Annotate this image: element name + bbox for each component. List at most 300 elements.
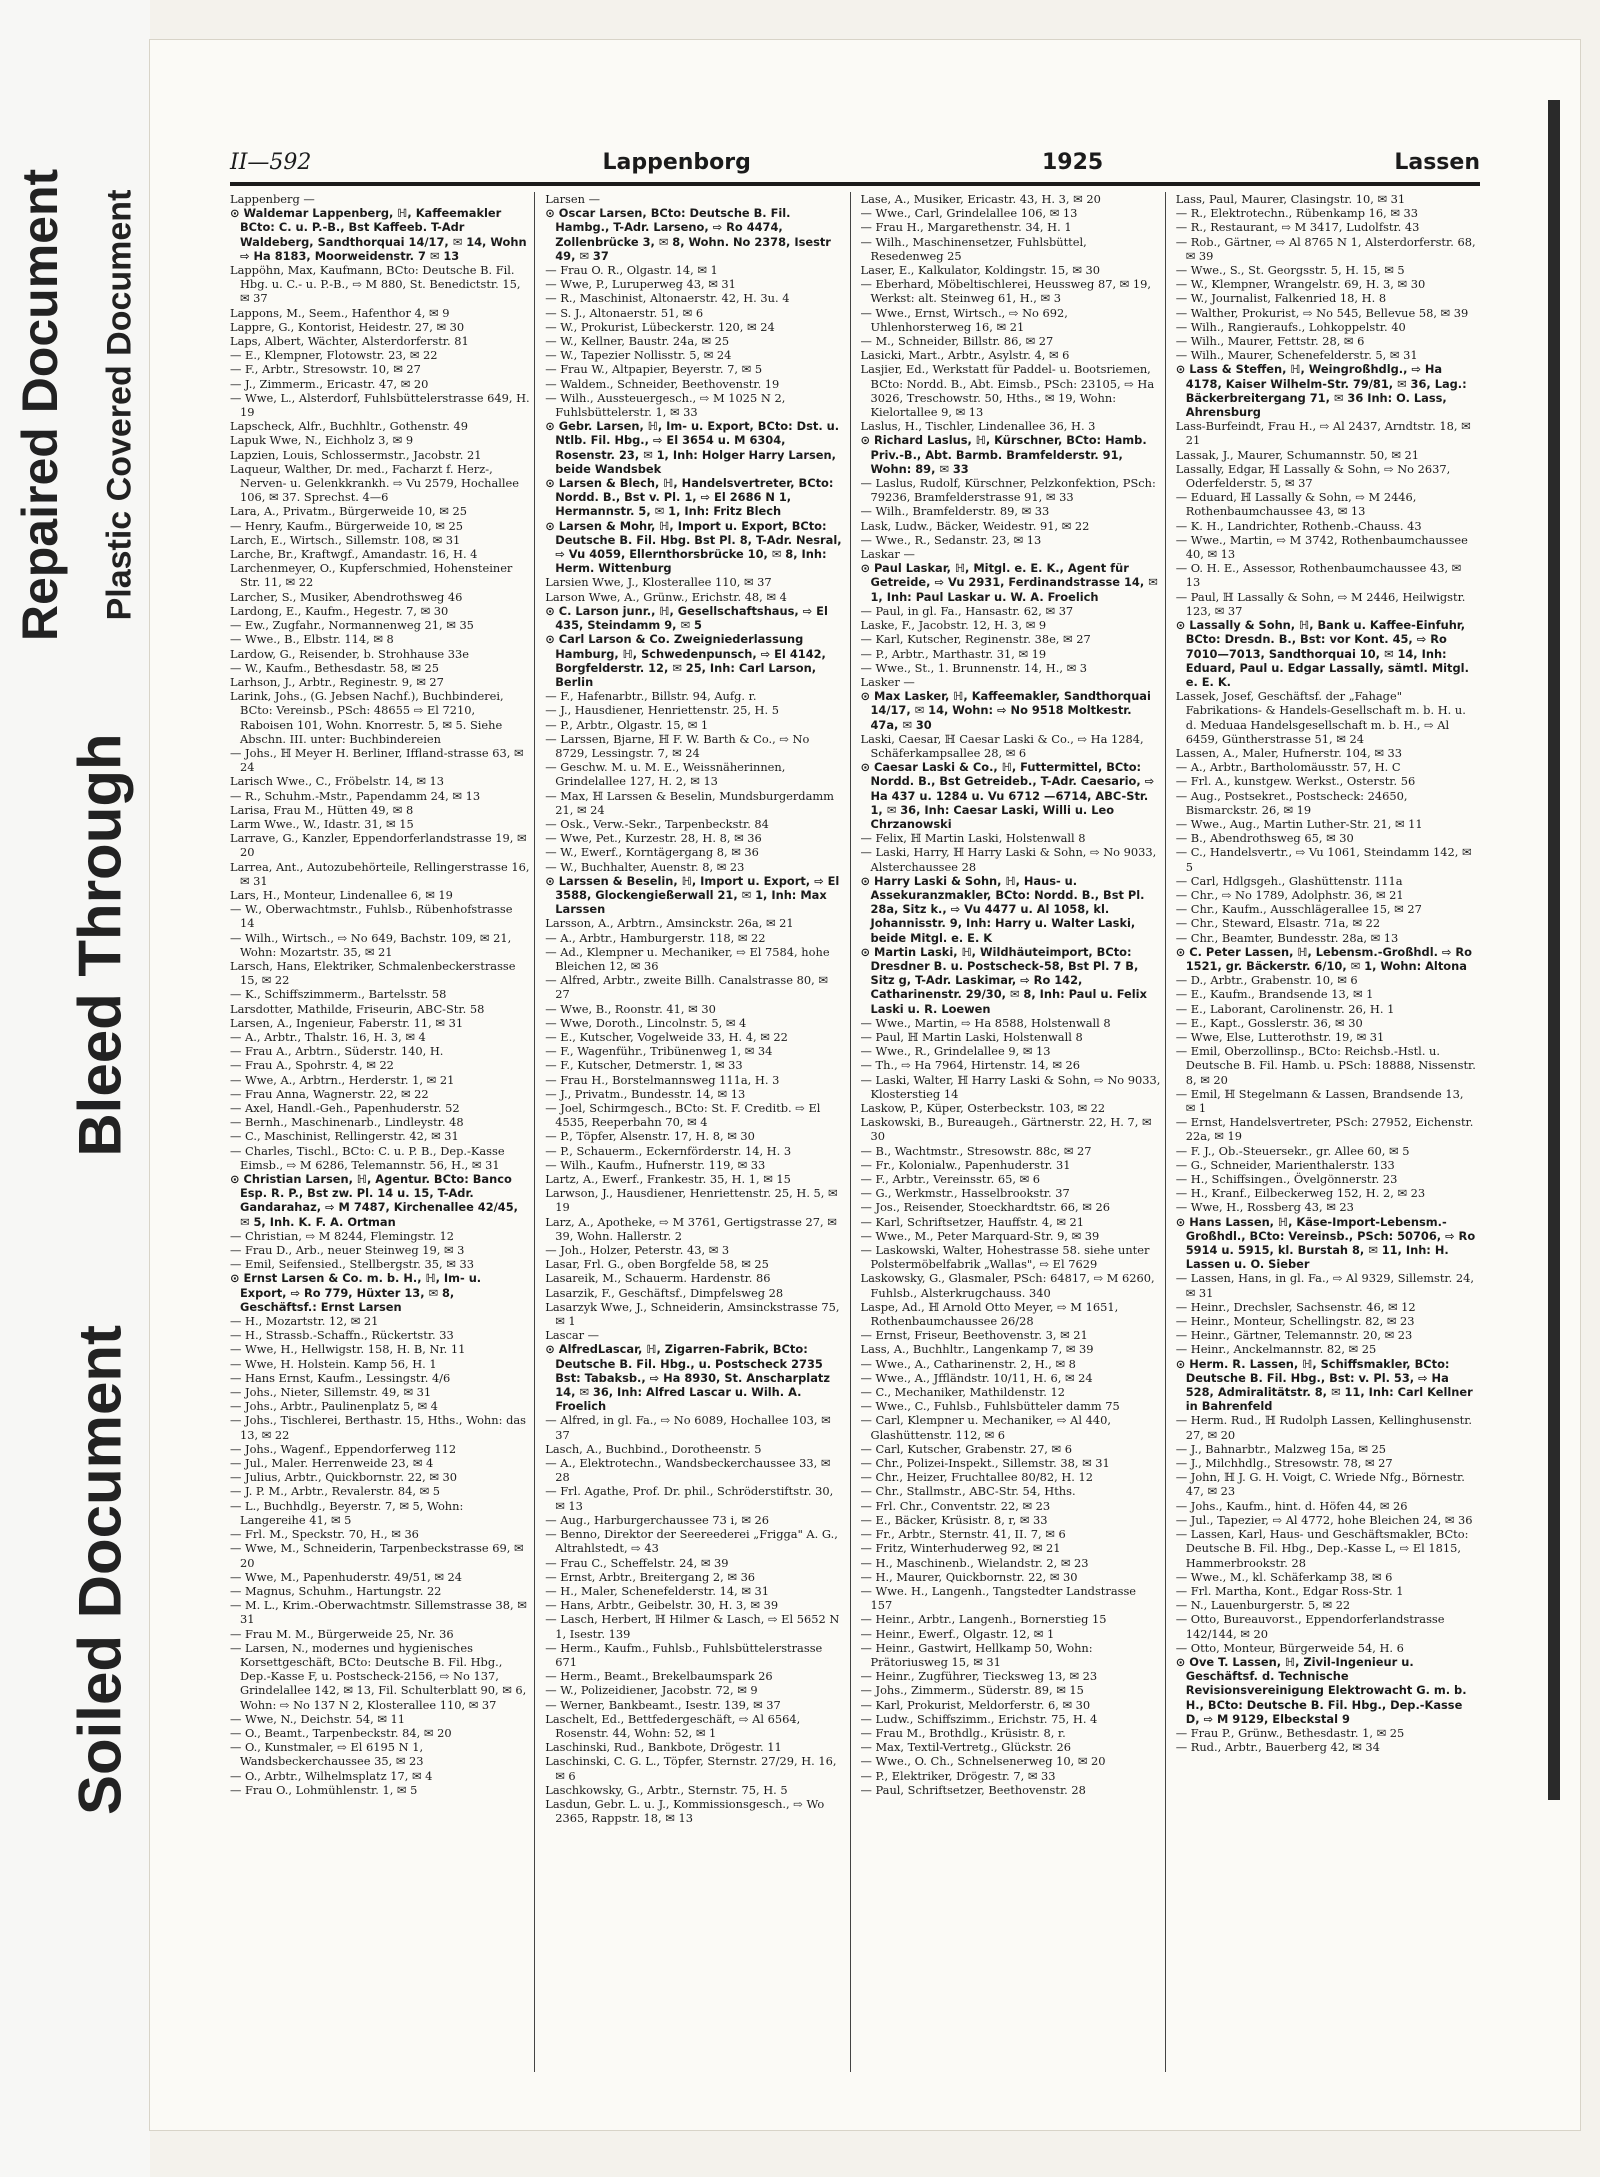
directory-entry: ⊙ Larsen & Blech, ℍ, Handelsvertreter, BCto: Nordd. B., Bst v. Pl. 1, ⇨ El 2686 N 1, Hermannstr. 5, ✉ 1, Inh: Fritz Blech: [545, 476, 834, 519]
directory-entry: Lars, H., Monteur, Lindenallee 6, ✉ 19: [230, 887, 453, 902]
directory-entry: — M., Schneider, Billstr. 86, ✉ 27: [860, 334, 1054, 349]
directory-entry: — Wwe., R., Sedanstr. 23, ✉ 13: [860, 532, 1042, 547]
directory-entry: — Wwe, Else, Lutterothstr. 19, ✉ 31: [1175, 1029, 1385, 1044]
directory-entry: — Frl. A., kunstgew. Werkst., Osterstr. 56: [1175, 774, 1416, 789]
directory-entry: Larm Wwe., W., Idastr. 31, ✉ 15: [230, 816, 414, 831]
directory-entry: Laskow, P., Küper, Osterbeckstr. 103, ✉ 22: [860, 1101, 1106, 1115]
directory-entry: Lasarzyk Wwe, J., Schneiderin, Amsinckstrasse 75, ✉ 1: [545, 1299, 840, 1329]
directory-entry: — L., Buchhdlg., Beyerstr. 7, ✉ 5, Wohn: Langereihe 41, ✉ 5: [230, 1498, 464, 1527]
directory-entry: — W., Journalist, Falkenried 18, H. 8: [1175, 291, 1387, 306]
directory-entry: — Emil, ℍ Stegelmann & Lassen, Brandsende 13, ✉ 1: [1175, 1086, 1464, 1115]
directory-entry: — Laski, Walter, ℍ Harry Laski & Sohn, ⇨ No 9033, Klosterstieg 14: [860, 1072, 1161, 1101]
directory-entry: — Wwe., A., Jffländstr. 10/11, H. 6, ✉ 24: [860, 1370, 1093, 1385]
directory-entry: ⊙ Christian Larsen, ℍ, Agentur. BCto: Banco Esp. R. P., Bst zw. Pl. 14 u. 15, T-Adr. Gandarahaz, ⇨ M 7487, Kirchenallee 42/45, ✉ 5, Inh. K. F. A. Ortman: [230, 1172, 518, 1229]
directory-entry: — W., Kaufm., Bethesdastr. 58, ✉ 25: [230, 660, 440, 675]
directory-entry: — Wwe, N., Deichstr. 54, ✉ 11: [230, 1711, 406, 1726]
directory-entry: ⊙ Ernst Larsen & Co. m. b. H., ℍ, Im- u. Export, ⇨ Ro 779, Hüxter 13, ✉ 8, Geschäftsf.: Ernst Larsen: [230, 1271, 482, 1314]
directory-entry: Lappons, M., Seem., Hafenthor 4, ✉ 9: [230, 305, 450, 320]
directory-entry: — B., Abendrothsweg 65, ✉ 30: [1175, 831, 1354, 846]
directory-entry: — Ernst, Friseur, Beethovenstr. 3, ✉ 21: [860, 1328, 1088, 1343]
directory-entry: — Herm., Kaufm., Fuhlsb., Fuhlsbüttelerstrasse 671: [545, 1640, 823, 1669]
directory-entry: Larson Wwe, A., Grünw., Erichstr. 48, ✉ 4: [545, 589, 787, 604]
directory-entry: Larisch Wwe., C., Fröbelstr. 14, ✉ 13: [230, 774, 444, 789]
directory-entry: — H., Maschinenb., Wielandstr. 2, ✉ 23: [860, 1555, 1089, 1570]
directory-entry: Larisa, Frau M., Hütten 49, ✉ 8: [230, 802, 414, 817]
directory-entry: — K., Schiffszimmerm., Bartelsstr. 58: [230, 987, 447, 1002]
directory-entry: — Lasch, Herbert, ℍ Hilmer & Lasch, ⇨ El 5652 N 1, Isestr. 139: [545, 1612, 840, 1641]
directory-entry: — Rob., Gärtner, ⇨ Al 8765 N 1, Alsterdorferstr. 68, ✉ 39: [1175, 234, 1476, 263]
directory-entry: Lass-Burfeindt, Frau H., ⇨ Al 2437, Arndtstr. 18, ✉ 21: [1175, 419, 1471, 448]
directory-entry: — Larssen, Bjarne, ℍ F. W. Barth & Co., ⇨ No 8729, Lessingstr. 7, ✉ 24: [545, 731, 810, 760]
directory-entry: Larhson, J., Arbtr., Reginestr. 9, ✉ 27: [230, 674, 444, 689]
directory-entry: Larsien Wwe, J., Klosterallee 110, ✉ 37: [545, 575, 772, 590]
directory-entry: — Max, ℍ Larssen & Beselin, Mundsburgerdamm 21, ✉ 24: [545, 788, 834, 817]
directory-entry: — Jos., Reisender, Stoeckhardtstr. 66, ✉ 26: [860, 1200, 1110, 1215]
directory-entry: — Wwe, B., Roonstr. 41, ✉ 30: [545, 1001, 716, 1016]
directory-entry: — Wilh., Wirtsch., ⇨ No 649, Bachstr. 109, ✉ 21, Wohn: Mozartstr. 35, ✉ 21: [230, 930, 512, 959]
plastic-covered-document-label: Plastic Covered Document: [100, 189, 139, 621]
directory-entry: Lardong, E., Kaufm., Hegestr. 7, ✉ 30: [230, 603, 449, 618]
directory-entry: — E., Kapt., Gosslerstr. 36, ✉ 30: [1175, 1015, 1363, 1030]
directory-entry: Larrea, Ant., Autozubehörteile, Rellingerstrasse 16, ✉ 31: [230, 859, 530, 888]
directory-entry: — C., Handelsvertr., ⇨ Vu 1061, Steindamm 142, ✉ 5: [1175, 845, 1472, 874]
directory-entry: — E., Klempner, Flotowstr. 23, ✉ 22: [230, 348, 438, 363]
directory-entry: Laschkowsky, G., Arbtr., Sternstr. 75, H. 5: [545, 1782, 788, 1797]
directory-entry: — O. H. E., Assessor, Rothenbaumchaussee 43, ✉ 13: [1175, 561, 1462, 590]
directory-entry: — J., Milchhdlg., Stresowstr. 78, ✉ 27: [1175, 1456, 1393, 1471]
directory-entry: Lass, Paul, Maurer, Clasingstr. 10, ✉ 31: [1175, 192, 1406, 206]
directory-entry: Laspe, Ad., ℍ Arnold Otto Meyer, ⇨ M 1651, Rothenbaumchaussee 26/28: [860, 1299, 1119, 1329]
directory-entry: ⊙ Harry Laski & Sohn, ℍ, Haus- u. Assekuranzmakler, BCto: Nordd. B., Bst Pl. 28a, Sitz k., ⇨ Vu 4477 u. Al 1058, kl. Johannisstr. 9, Inh: Harry u. Walter Laski, beide Mitgl. e. E. K: [860, 873, 1145, 945]
directory-entry: — A., Arbtr., Thalstr. 16, H. 3, ✉ 4: [230, 1029, 426, 1044]
directory-entry: — K. H., Landrichter, Rothenb.-Chauss. 43: [1175, 518, 1422, 533]
directory-entry: — Frl. Martha, Kont., Edgar Ross-Str. 1: [1175, 1583, 1404, 1598]
directory-entry: Lappöhn, Max, Kaufmann, BCto: Deutsche B. Fil. Hbg. u. C.- u. P.-B., ⇨ M 880, St. Benedictstr. 15, ✉ 37: [230, 263, 521, 306]
directory-entry: — Frau P., Grünw., Bethesdastr. 1, ✉ 25: [1175, 1725, 1405, 1740]
directory-entry: — R., Maschinist, Altonaerstr. 42, H. 3u. 4: [545, 291, 790, 306]
directory-entry: Larrave, G., Kanzler, Eppendorferlandstrasse 19, ✉ 20: [230, 831, 527, 860]
directory-entry: — E., Kaufm., Brandsende 13, ✉ 1: [1175, 987, 1374, 1002]
directory-entry: — Chr., Steward, Elsastr. 71a, ✉ 22: [1175, 916, 1381, 931]
directory-entry: — P., Arbtr., Olgastr. 15, ✉ 1: [545, 717, 709, 732]
directory-entry: — P., Elektriker, Drögestr. 7, ✉ 33: [860, 1768, 1056, 1783]
directory-entry: — Alfred, in gl. Fa., ⇨ No 6089, Hochallee 103, ✉ 37: [545, 1413, 831, 1442]
directory-entry: Lasker —: [860, 674, 915, 689]
directory-entry: — Chr., Stallmstr., ABC-Str. 54, Hths.: [860, 1484, 1076, 1499]
directory-entry: — Heinr., Anckelmannstr. 82, ✉ 25: [1175, 1342, 1377, 1357]
directory-entry: Laski, Caesar, ℍ Caesar Laski & Co., ⇨ Ha 1284, Schäferkampsallee 28, ✉ 6: [860, 731, 1144, 760]
directory-entry: — Henry, Kaufm., Bürgerweide 10, ✉ 25: [230, 518, 463, 533]
directory-entry: ⊙ Herm. R. Lassen, ℍ, Schiffsmakler, BCto: Deutsche B. Fil. Hbg., Bst: v. Pl. 53, ⇨ Ha 528, Admiralitätstr. 8, ✉ 11, Inh: Carl Kellner in Bahrenfeld: [1175, 1356, 1473, 1414]
directory-entry: ⊙ AlfredLascar, ℍ, Zigarren-Fabrik, BCto: Deutsche B. Fil. Hbg., u. Postscheck 2735 Bst: Tabaksb., ⇨ Ha 8930, St. Anscharplatz 14, ✉ 36, Inh: Alfred Lascar u. Wilh. A. Froelich: [545, 1342, 830, 1414]
directory-entry: — R., Restaurant, ⇨ M 3417, Ludolfstr. 43: [1175, 220, 1420, 235]
directory-entry: — Wwe., Carl, Grindelallee 106, ✉ 13: [860, 206, 1078, 221]
directory-entry: — Wwe., A., Catharinenstr. 2, H., ✉ 8: [860, 1356, 1076, 1371]
directory-entry: Lascar —: [545, 1328, 600, 1343]
directory-entry: — P., Arbtr., Marthastr. 31, ✉ 19: [860, 646, 1047, 661]
directory-entry: — Wwe., C., Fuhlsb., Fuhlsbütteler damm 75: [860, 1399, 1120, 1414]
directory-entry: Larsen, A., Ingenieur, Faberstr. 11, ✉ 31: [230, 1015, 464, 1030]
directory-entry: Lassen, A., Maler, Hufnerstr. 104, ✉ 33: [1175, 745, 1402, 760]
directory-entry: — J., Privatm., Bundesstr. 14, ✉ 13: [545, 1086, 746, 1101]
directory-entry: — J., Bahnarbtr., Malzweg 15a, ✉ 25: [1175, 1441, 1386, 1456]
directory-entry: — Wwe. H., Langenh., Tangstedter Landstrasse 157: [860, 1583, 1137, 1613]
directory-entry: — F., Hafenarbtr., Billstr. 94, Aufg. r.: [545, 689, 757, 704]
directory-entry: Larche, Br., Kraftwgf., Amandastr. 16, H. 4: [230, 547, 478, 562]
directory-entry: — A., Elektrotechn., Wandsbeckerchaussee 33, ✉ 28: [545, 1456, 831, 1485]
directory-entry: — Johs., Tischlerei, Berthastr. 15, Hths., Wohn: das 13, ✉ 22: [230, 1413, 526, 1442]
directory-entry: — Wwe., M., kl. Schäferkamp 38, ✉ 6: [1175, 1569, 1393, 1584]
directory-entry: Lass, A., Buchhltr., Langenkamp 7, ✉ 39: [860, 1342, 1094, 1357]
directory-entry: — F. J., Ob.-Steuersekr., gr. Allee 60, ✉ 5: [1175, 1143, 1410, 1158]
directory-entry: ⊙ Larssen & Beselin, ℍ, Import u. Export, ⇨ El 3588, Glockengießerwall 21, ✉ 1, Inh: Max Larssen: [545, 873, 840, 917]
directory-entry: — Karl, Prokurist, Meldorferstr. 6, ✉ 30: [860, 1697, 1091, 1712]
directory-entry: — P., Töpfer, Alsenstr. 17, H. 8, ✉ 30: [545, 1129, 755, 1144]
directory-entry: — Heinr., Arbtr., Langenh., Bornerstieg 15: [860, 1612, 1107, 1627]
directory-entry: — N., Lauenburgerstr. 5, ✉ 22: [1175, 1598, 1351, 1613]
directory-entry: — Lassen, Karl, Haus- und Geschäftsmakler, BCto: Deutsche B. Fil. Hbg., Dep.-Kasse L, ⇨ El 1815, Hammerbrookstr. 28: [1175, 1527, 1469, 1570]
directory-entry: ⊙ Oscar Larsen, BCto: Deutsche B. Fil. Hambg., T-Adr. Larseno, ⇨ Ro 4474, Zollenbrücke 3, ✉ 8, Wohn. No 2378, Isestr 49, ✉ 37: [545, 206, 831, 263]
directory-entry: — P., Schauerm., Eckernförderstr. 14, H. 3: [545, 1143, 792, 1158]
directory-entry: — W., Kellner, Baustr. 24a, ✉ 25: [545, 334, 730, 349]
directory-entry: Laskar —: [860, 547, 915, 562]
directory-entry: — H., Maler, Schenefelderstr. 14, ✉ 31: [545, 1583, 769, 1598]
directory-entry: ⊙ Waldemar Lappenberg, ℍ, Kaffeemakler BCto: C. u. P.-B., Bst Kaffeeb. T-Adr Waldeberg, Sandthorquai 14/17, ✉ 14, Wohn ⇨ Ha 8183, Moorweidenstr. 7 ✉ 13: [230, 206, 527, 263]
directory-entry: Lappre, G., Kontorist, Heidestr. 27, ✉ 30: [230, 319, 465, 334]
directory-entry: — Frl. Agathe, Prof. Dr. phil., Schröderstiftstr. 30, ✉ 13: [545, 1484, 834, 1513]
directory-entry: — Wwe., Martin, ⇨ Ha 8588, Holstenwall 8: [860, 1015, 1111, 1030]
directory-entry: Lara, A., Privatm., Bürgerweide 10, ✉ 25: [230, 504, 467, 519]
directory-entry: — Chr., Beamter, Bundesstr. 28a, ✉ 13: [1175, 930, 1399, 945]
directory-entry: — S. J., Altonaerstr. 51, ✉ 6: [545, 305, 704, 320]
directory-entry: — Johs., Arbtr., Paulinenplatz 5, ✉ 4: [230, 1399, 438, 1414]
directory-entry: — Chr., ⇨ No 1789, Adolphstr. 36, ✉ 21: [1175, 887, 1404, 902]
directory-entry: ⊙ Richard Laslus, ℍ, Kürschner, BCto: Hamb. Priv.-B., Abt. Barmb. Bramfelderstr. 91, Wohn: 89, ✉ 33: [860, 433, 1147, 476]
directory-entry: — O., Kunstmaler, ⇨ El 6195 N 1, Wandsbeckerchaussee 35, ✉ 23: [230, 1740, 424, 1769]
directory-entry: Larchenmeyer, O., Kupferschmied, Hohensteiner Str. 11, ✉ 22: [230, 561, 513, 590]
directory-entry: — Larsen, N., modernes und hygienisches Korsettgeschäft, BCto: Deutsche B. Fil. Hbg., Dep.-Kasse F, u. Postscheck-2156, ⇨ No 137, Grindelallee 142, ✉ 13, Fil. Schulterblatt 90, ✉ 6, Wohn: ⇨ No 137 N 2, Klosterallee 110, ✉ 37: [230, 1640, 527, 1712]
directory-entry: — Alfred, Arbtr., zweite Billh. Canalstrasse 80, ✉ 27: [545, 973, 828, 1002]
header-year: 1925: [1042, 150, 1104, 175]
directory-entry: — Herm., Beamt., Brekelbaumspark 26: [545, 1669, 773, 1684]
directory-entry: — Wwe., Ernst, Wirtsch., ⇨ No 692, Uhlenhorsterweg 16, ✉ 21: [860, 305, 1068, 334]
directory-entry: — Wwe., B., Elbstr. 114, ✉ 8: [230, 632, 394, 647]
directory-entry: — Julius, Arbtr., Quickbornstr. 22, ✉ 30: [230, 1470, 457, 1485]
directory-entry: — Bernh., Maschinenarb., Lindleystr. 48: [230, 1115, 464, 1130]
directory-entry: — M. L., Krim.-Oberwachtmstr. Sillemstrasse 38, ✉ 31: [230, 1598, 527, 1627]
directory-entry: — Heinr., Zugführer, Tiecksweg 13, ✉ 23: [860, 1669, 1098, 1684]
directory-entry: — Hans Ernst, Kaufm., Lessingstr. 4/6: [230, 1370, 451, 1385]
directory-entry: — C., Mechaniker, Mathildenstr. 12: [860, 1385, 1066, 1400]
directory-entry: — F., Arbtr., Stresowstr. 10, ✉ 27: [230, 362, 421, 377]
directory-entry: Lapzien, Louis, Schlossermstr., Jacobstr. 21: [230, 447, 482, 462]
page-number: II—592: [230, 150, 312, 175]
directory-entry: Laser, E., Kalkulator, Koldingstr. 15, ✉ 30: [860, 263, 1101, 278]
directory-entry: — Wwe., Aug., Martin Luther-Str. 21, ✉ 11: [1175, 816, 1423, 831]
directory-entry: Laske, F., Jacobstr. 12, H. 3, ✉ 9: [860, 618, 1047, 633]
directory-entry: — W., Ewerf., Korntägergang 8, ✉ 36: [545, 845, 759, 860]
directory-entry: — Geschw. M. u. M. E., Weissnäherinnen, Grindelallee 127, H. 2, ✉ 13: [545, 760, 786, 789]
directory-entry: — Frl. M., Speckstr. 70, H., ✉ 36: [230, 1527, 419, 1542]
directory-entry: — J. P. M., Arbtr., Revalerstr. 84, ✉ 5: [230, 1484, 441, 1499]
directory-entry: — Wwe., O. Ch., Schnelsenerweg 10, ✉ 20: [860, 1754, 1106, 1769]
directory-entry: Larsen —: [545, 192, 600, 206]
directory-entry: — R., Elektrotechn., Rübenkamp 16, ✉ 33: [1175, 206, 1418, 221]
directory-entry: — G., Schneider, Marienthalerstr. 133: [1175, 1157, 1395, 1172]
directory-entry: — C., Maschinist, Rellingerstr. 42, ✉ 31: [230, 1129, 459, 1144]
directory-entry: — Eberhard, Möbeltischlerei, Heussweg 87, ✉ 19, Werkst: alt. Steinweg 61, H., ✉ 3: [860, 277, 1151, 306]
directory-entry: — Jul., Maler. Herrenweide 23, ✉ 4: [230, 1456, 434, 1471]
directory-entry: — Werner, Bankbeamt., Isestr. 139, ✉ 37: [545, 1697, 781, 1712]
directory-entry: ⊙ Ove T. Lassen, ℍ, Zivil-Ingenieur u. Geschäftsf. d. Technische Revisionsvereinigung Elektrowacht G. m. b. H., BCto: Deutsche B. Fil. Hbg., Dep.-Kasse D, ⇨ M 9129, Elbeckstal 9: [1175, 1654, 1467, 1726]
directory-entry: — Wwe, H., Hellwigstr. 158, H. B, Nr. 11: [230, 1342, 466, 1357]
repaired-document-label: Repaired Document: [12, 168, 68, 642]
directory-entry: — Max, Textil-Vertretg., Glückstr. 26: [860, 1740, 1071, 1755]
directory-entry: — W., Oberwachtmstr., Fuhlsb., Rübenhofstrasse 14: [230, 902, 513, 931]
directory-entry: Lasch, A., Buchbind., Dorotheenstr. 5: [545, 1441, 762, 1456]
directory-entry: — Ew., Zugfahr., Normannenweg 21, ✉ 35: [230, 618, 474, 633]
directory-entry: ⊙ Larsen & Mohr, ℍ, Import u. Export, BCto: Deutsche B. Fil. Hbg. Bst Pl. 8, T-Adr. Nesral, ⇨ Vu 4059, Ellernthorsbrücke 10, ✉ 8, Inh: Herm. Wittenburg: [545, 518, 842, 576]
directory-entry: — Ad., Klempner u. Mechaniker, ⇨ El 7584, hohe Bleichen 12, ✉ 36: [545, 944, 830, 973]
directory-entry: — Emil, Seifensied., Stellbergstr. 35, ✉ 33: [230, 1257, 474, 1272]
directory-entry: Lasareik, M., Schauerm. Hardenstr. 86: [545, 1271, 771, 1286]
directory-entry: — F., Wagenführ., Tribünenweg 1, ✉ 34: [545, 1044, 773, 1059]
directory-entry: — Christian, ⇨ M 8244, Flemingstr. 12: [230, 1228, 454, 1243]
directory-entry: — Frau A., Spohrstr. 4, ✉ 22: [230, 1058, 394, 1073]
directory-entry: — W., Polizeidiener, Jacobstr. 72, ✉ 9: [545, 1683, 758, 1698]
directory-entry: — Fritz, Winterhuderweg 92, ✉ 21: [860, 1541, 1061, 1556]
directory-entry: — Wwe., S., St. Georgsstr. 5, H. 15, ✉ 5: [1175, 263, 1405, 278]
directory-entry: Laskowski, B., Bureaugeh., Gärtnerstr. 22, H. 7, ✉ 30: [860, 1115, 1152, 1144]
directory-entry: — Otto, Monteur, Bürgerweide 54, H. 6: [1175, 1640, 1404, 1655]
directory-entry: Laqueur, Walther, Dr. med., Facharzt f. Herz-, Nerven- u. Gelenkkrankh. ⇨ Vu 2579, Hochallee 106, ✉ 37. Sprechst. 4—6: [230, 461, 520, 505]
directory-entry: Lase, A., Musiker, Ericastr. 43, H. 3, ✉ 20: [860, 192, 1101, 206]
header-left-name: Lappenborg: [602, 150, 751, 175]
directory-entry: — Karl, Kutscher, Reginenstr. 38e, ✉ 27: [860, 632, 1091, 647]
directory-entry: — Ludw., Schiffszimm., Erichstr. 75, H. 4: [860, 1711, 1098, 1726]
directory-entry: — Fr., Kolonialw., Papenhuderstr. 31: [860, 1157, 1071, 1172]
directory-entry: — Osk., Verw.-Sekr., Tarpenbeckstr. 84: [545, 816, 769, 831]
directory-entry: Lasdun, Gebr. L. u. J., Kommissionsgesch., ⇨ Wo 2365, Rappstr. 18, ✉ 13: [545, 1796, 825, 1826]
directory-entry: Lask, Ludw., Bäcker, Weidestr. 91, ✉ 22: [860, 518, 1090, 533]
directory-entry: — Axel, Handl.-Geh., Papenhuderstr. 52: [230, 1101, 460, 1115]
directory-entry: — J., Zimmerm., Ericastr. 47, ✉ 20: [230, 376, 429, 391]
directory-entry: — Wilh., Maurer, Schenefelderstr. 5, ✉ 31: [1175, 348, 1418, 363]
directory-entry: — O., Beamt., Tarpenbeckstr. 84, ✉ 20: [230, 1725, 452, 1740]
directory-entry: — Heinr., Drechsler, Sachsenstr. 46, ✉ 12: [1175, 1299, 1416, 1314]
directory-entry: — J., Hausdiener, Henriettenstr. 25, H. 5: [545, 703, 779, 718]
header-right-name: Lassen: [1394, 150, 1480, 175]
directory-entry: ⊙ Max Lasker, ℍ, Kaffeemakler, Sandthorquai 14/17, ✉ 14, Wohn: ⇨ No 9518 Moltkestr. 47a, ✉ 30: [860, 689, 1151, 732]
directory-entry: Lassally, Edgar, ℍ Lassally & Sohn, ⇨ No 2637, Oderfelderstr. 5, ✉ 37: [1175, 461, 1451, 491]
directory-entry: — Wwe, Doroth., Lincolnstr. 5, ✉ 4: [545, 1015, 747, 1030]
page-header: [230, 135, 1480, 175]
directory-entry: — Wilh., Aussteuergesch., ⇨ M 1025 N 2, Fuhlsbüttelerstr. 1, ✉ 33: [545, 390, 786, 420]
directory-entry: — Wwe., Martin, ⇨ M 3742, Rothenbaumchaussee 40, ✉ 13: [1175, 532, 1468, 562]
directory-entry: — Eduard, ℍ Lassally & Sohn, ⇨ M 2446, Rothenbaumchaussee 43, ✉ 13: [1175, 490, 1417, 519]
directory-entry: Laskowsky, G., Glasmaler, PSch: 64817, ⇨ M 6260, Fuhlsb., Alsterkrugchauss. 340: [860, 1271, 1155, 1300]
directory-entry: — Paul, ℍ Lassally & Sohn, ⇨ M 2446, Heilwigstr. 123, ✉ 37: [1175, 589, 1466, 618]
directory-entry: — Johs., Wagenf., Eppendorferweg 112: [230, 1441, 457, 1456]
directory-entry: — Carl, Hdlgsgeh., Glashüttenstr. 111a: [1175, 873, 1403, 888]
directory-entry: — Ernst, Arbtr., Breitergang 2, ✉ 36: [545, 1569, 756, 1584]
directory-entry: — Carl, Kutscher, Grabenstr. 27, ✉ 6: [860, 1441, 1072, 1456]
directory-entry: — R., Schuhm.-Mstr., Papendamm 24, ✉ 13: [230, 788, 481, 803]
directory-entry: Larink, Johs., (G. Jebsen Nachf.), Buchbinderei, BCto: Vereinsb., PSch: 48655 ⇨ El 7210, Raboisen 101, Wohn. Knorrestr. 5, ✉ 5. Siehe Abschn. III. unter: Buchbindereien: [230, 689, 504, 746]
directory-column-2: [545, 192, 850, 2072]
directory-entry: — Paul, ℍ Martin Laski, Holstenwall 8: [860, 1029, 1083, 1044]
directory-entry: — Chr., Kaufm., Ausschlägerallee 15, ✉ 27: [1175, 902, 1422, 917]
directory-entry: — Wilh., Rangieraufs., Lohkoppelstr. 40: [1175, 319, 1406, 334]
directory-entry: — H., Strassb.-Schaffn., Rückertstr. 33: [230, 1328, 454, 1343]
directory-entry: — Karl, Schriftsetzer, Hauffstr. 4, ✉ 21: [860, 1214, 1085, 1229]
directory-entry: — Frau W., Altpapier, Beyerstr. 7, ✉ 5: [545, 362, 763, 377]
directory-entry: Larch, E., Wirtsch., Sillemstr. 108, ✉ 31: [230, 532, 461, 547]
directory-entry: — Otto, Bureauvorst., Eppendorferlandstrasse 142/144, ✉ 20: [1175, 1612, 1445, 1641]
directory-entry: — W., Klempner, Wrangelstr. 69, H. 3, ✉ 30: [1175, 277, 1426, 292]
directory-entry: Lassek, Josef, Geschäftsf. der „Fahage" Fabrikations- & Handels-Gesellschaft m. b. H. u. d. Meduaa Handelsgesellschaft m. b. H., ⇨ Al 6459, Güntherstrasse 51, ✉ 24: [1175, 689, 1466, 746]
directory-entry: Lapuk Wwe, N., Eichholz 3, ✉ 9: [230, 433, 414, 448]
directory-entry: Lasar, Frl. G., oben Borgfelde 58, ✉ 25: [545, 1257, 769, 1272]
directory-entry: — H., Maurer, Quickbornstr. 22, ✉ 30: [860, 1569, 1078, 1584]
directory-entry: — Wwe, H., Rossberg 43, ✉ 23: [1175, 1200, 1354, 1215]
directory-entry: — Frau O., Lohmühlenstr. 1, ✉ 5: [230, 1782, 418, 1797]
directory-entry: — W., Buchhalter, Auenstr. 8, ✉ 23: [545, 859, 745, 874]
directory-entry: — Carl, Klempner u. Mechaniker, ⇨ Al 440, Glashüttenstr. 112, ✉ 6: [860, 1413, 1112, 1442]
directory-entry: — Laslus, Rudolf, Kürschner, Pelzkonfektion, PSch: 79236, Bramfelderstrasse 91, ✉ 33: [860, 476, 1156, 505]
directory-entry: — Johs., Nieter, Sillemstr. 49, ✉ 31: [230, 1385, 432, 1400]
directory-entry: ⊙ Lassally & Sohn, ℍ, Bank u. Kaffee-Einfuhr, BCto: Dresdn. B., Bst: vor Kont. 45, ⇨ Ro 7010—7013, Sandthorquai 10, ✉ 14, Inh: Eduard, Paul u. Edgar Lassally, sämtl. Mitgl. e. E. K.: [1175, 618, 1469, 689]
directory-entry: — Waldem., Schneider, Beethovenstr. 19: [545, 376, 780, 391]
directory-entry: Lasjier, Ed., Werkstatt für Paddel- u. Bootsriemen, BCto: Nordd. B., Abt. Eimsb., PSch: 23105, ⇨ Ha 3026, Treschowstr. 50, Hths., ✉ 19, Wohn: Kielortallee 9, ✉ 13: [860, 362, 1155, 420]
directory-entry: — G., Werkmstr., Hasselbrookstr. 37: [860, 1186, 1070, 1201]
directory-entry: — Jul., Tapezier, ⇨ Al 4772, hohe Bleichen 24, ✉ 36: [1175, 1512, 1473, 1527]
directory-entry: — Heinr., Ewerf., Olgastr. 12, ✉ 1: [860, 1626, 1055, 1641]
directory-entry: — Herm. Rud., ℍ Rudolph Lassen, Kellinghusenstr. 27, ✉ 20: [1175, 1413, 1473, 1442]
directory-entry: — Paul, Schriftsetzer, Beethovenstr. 28: [860, 1782, 1086, 1797]
directory-entry: — Wwe, P., Luruperweg 43, ✉ 31: [545, 277, 736, 292]
directory-entry: — Laski, Harry, ℍ Harry Laski & Sohn, ⇨ No 9033, Alsterchaussee 28: [860, 845, 1157, 874]
header-rule: [230, 182, 1480, 186]
directory-entry: — H., Schiffsingen., Övelgönnerstr. 23: [1175, 1172, 1398, 1187]
directory-entry: — Wwe, L., Alsterdorf, Fuhlsbüttelerstrasse 649, H. 19: [230, 390, 530, 420]
directory-entry: ⊙ C. Peter Lassen, ℍ, Lebensm.-Großhdl. ⇨ Ro 1521, gr. Bäckerstr. 6/10, ✉ 1, Wohn: Altona: [1175, 944, 1473, 973]
directory-entry: ⊙ C. Larson junr., ℍ, Gesellschaftshaus, ⇨ El 435, Steindamm 9, ✉ 5: [545, 603, 828, 633]
directory-entry: — Frau O. R., Olgastr. 14, ✉ 1: [545, 263, 718, 278]
directory-entry: — Felix, ℍ Martin Laski, Holstenwall 8: [860, 831, 1086, 846]
directory-entry: — Frau H., Borstelmannsweg 111a, H. 3: [545, 1072, 780, 1087]
directory-entry: Larwson, J., Hausdiener, Henriettenstr. 25, H. 5, ✉ 19: [545, 1186, 838, 1215]
directory-entry: — E., Bäcker, Krüsistr. 8, r, ✉ 33: [860, 1512, 1048, 1527]
directory-entry: Lartz, A., Ewerf., Frankestr. 35, H. 1, ✉ 15: [545, 1172, 791, 1187]
directory-entry: — Joel, Schirmgesch., BCto: St. F. Creditb. ⇨ El 4535, Reeperbahn 70, ✉ 4: [545, 1101, 821, 1130]
page-edge-shadow: [1548, 100, 1560, 1800]
directory-entry: — D., Arbtr., Grabenstr. 10, ✉ 6: [1175, 973, 1358, 988]
directory-entry: Laps, Albert, Wächter, Alsterdorferstr. 81: [230, 334, 469, 349]
directory-entry: — Th., ⇨ Ha 7964, Hirtenstr. 14, ✉ 26: [860, 1058, 1080, 1073]
directory-entry: — Charles, Tischl., BCto: C. u. P. B., Dep.-Kasse Eimsb., ⇨ M 6286, Telemannstr. 56, H., ✉ 31: [230, 1143, 505, 1172]
directory-entry: — Frau D., Arb., neuer Steinweg 19, ✉ 3: [230, 1243, 465, 1258]
directory-column-1: [230, 192, 535, 2072]
directory-entry: — Laskowski, Walter, Hohestrasse 58. siehe unter Polstermöbelfabrik „Wallas", ⇨ El 7629: [860, 1243, 1150, 1272]
directory-entry: — O., Arbtr., Wilhelmsplatz 17, ✉ 4: [230, 1768, 433, 1783]
directory-entry: — Wilh., Kaufm., Hufnerstr. 119, ✉ 33: [545, 1157, 766, 1172]
directory-entry: — Magnus, Schuhm., Hartungstr. 22: [230, 1583, 442, 1598]
directory-entry: Lasicki, Mart., Arbtr., Asylstr. 4, ✉ 6: [860, 348, 1070, 363]
directory-entry: — Frau M., Brothdlg., Krüsistr. 8, r.: [860, 1725, 1066, 1740]
directory-entry: Laschinski, Rud., Bankbote, Drögestr. 11: [545, 1740, 782, 1755]
directory-entry: Laschelt, Ed., Bettfedergeschäft, ⇨ Al 6564, Rosenstr. 44, Wohn: 52, ✉ 1: [545, 1711, 801, 1740]
directory-entry: Larsdotter, Mathilde, Friseurin, ABC-Str. 58: [230, 1001, 485, 1016]
directory-entry: — Frl. Chr., Conventstr. 22, ✉ 23: [860, 1498, 1051, 1513]
directory-entry: — E., Laborant, Carolinenstr. 26, H. 1: [1175, 1001, 1395, 1016]
directory-entry: — Johs., Zimmerm., Süderstr. 89, ✉ 15: [860, 1683, 1084, 1698]
directory-entry: — F., Arbtr., Vereinsstr. 65, ✉ 6: [860, 1172, 1041, 1187]
directory-entry: — W., Tapezier Nollisstr. 5, ✉ 24: [545, 348, 732, 363]
directory-entry: — Frau C., Scheffelstr. 24, ✉ 39: [545, 1555, 729, 1570]
directory-entry: — B., Wachtmstr., Stresowstr. 88c, ✉ 27: [860, 1143, 1092, 1158]
sidebar-labels: [0, 0, 150, 2177]
directory-entry: ⊙ Gebr. Larsen, ℍ, Im- u. Export, BCto: Dst. u. Ntlb. Fil. Hbg., ⇨ El 3654 u. M 6304, Rosenstr. 23, ✉ 1, Inh: Holger Harry Larsen, beide Wandsbek: [545, 419, 840, 476]
directory-entry: — Wwe., M., Peter Marquard-Str. 9, ✉ 39: [860, 1228, 1100, 1243]
directory-entry: — Aug., Postsekret., Postscheck: 24650, Bismarckstr. 26, ✉ 19: [1175, 788, 1408, 817]
directory-entry: — Benno, Direktor der Seereederei „Frigga" A. G., Altrahlstedt, ⇨ 43: [545, 1527, 838, 1556]
directory-entry: — John, ℍ J. G. H. Voigt, C. Wriede Nfg., Börnestr. 47, ✉ 23: [1175, 1470, 1465, 1499]
directory-entry: — E., Kutscher, Vogelweide 33, H. 4, ✉ 22: [545, 1029, 788, 1044]
directory-entry: — Chr., Heizer, Fruchtallee 80/82, H. 12: [860, 1470, 1094, 1485]
directory-entry: — Chr., Polizei-Inspekt., Sillemstr. 38, ✉ 31: [860, 1456, 1110, 1471]
directory-entry: — Frau A., Arbtrn., Süderstr. 140, H.: [230, 1044, 444, 1059]
directory-entry: — Heinr., Monteur, Schellingstr. 82, ✉ 23: [1175, 1314, 1415, 1329]
directory-entry: — Rud., Arbtr., Bauerberg 42, ✉ 34: [1175, 1740, 1380, 1755]
soiled-document-label: Soiled Document: [66, 1324, 134, 1816]
directory-entry: — Lassen, Hans, in gl. Fa., ⇨ Al 9329, Sillemstr. 24, ✉ 31: [1175, 1271, 1474, 1300]
directory-entry: — Wwe., St., 1. Brunnenstr. 14, H., ✉ 3: [860, 660, 1088, 675]
directory-entry: — Wwe., R., Grindelallee 9, ✉ 13: [860, 1044, 1051, 1059]
directory-entry: — Wilh., Maschinensetzer, Fuhlsbüttel, Resedenweg 25: [860, 234, 1087, 263]
directory-entry: ⊙ Caesar Laski & Co., ℍ, Futtermittel, BCto: Nordd. B., Bst Getreideb., T-Adr. Caesario, ⇨ Ha 437 u. 1284 u. Vu 6712 —6714, ABC-Str. 1, ✉ 36, Inh: Caesar Laski, Willi u. Leo Chrzanowski: [860, 760, 1155, 831]
directory-entry: Laschinski, C. G. L., Töpfer, Sternstr. 27/29, H. 16, ✉ 6: [545, 1754, 837, 1783]
directory-entry: Larsson, A., Arbtrn., Amsinckstr. 26a, ✉ 21: [545, 916, 794, 931]
directory-entry: — Frau M. M., Bürgerweide 25, Nr. 36: [230, 1626, 454, 1641]
directory-entry: — F., Kutscher, Detmerstr. 1, ✉ 33: [545, 1058, 743, 1073]
directory-entry: — Heinr., Gärtner, Telemannstr. 20, ✉ 23: [1175, 1328, 1413, 1343]
directory-entry: — Wilh., Maurer, Fettstr. 28, ✉ 6: [1175, 334, 1365, 349]
directory-entry: — W., Prokurist, Lübeckerstr. 120, ✉ 24: [545, 319, 775, 334]
directory-entry: — Aug., Harburgerchaussee 73 i, ✉ 26: [545, 1512, 769, 1527]
directory-entry: — Walther, Prokurist, ⇨ No 545, Bellevue 58, ✉ 39: [1175, 305, 1469, 320]
directory-entry: Larsch, Hans, Elektriker, Schmalenbeckerstrasse 15, ✉ 22: [230, 958, 516, 988]
directory-entry: — Emil, Oberzollinsp., BCto: Reichsb.-Hstl. u. Deutsche B. Fil. Hamb. u. PSch: 18888, Nissenstr. 8, ✉ 20: [1175, 1044, 1476, 1087]
directory-entry: — Hans, Arbtr., Geibelstr. 30, H. 3, ✉ 39: [545, 1598, 779, 1613]
directory-entry: ⊙ Carl Larson & Co. Zweigniederlassung Hamburg, ℍ, Schwedenpunsch, ⇨ El 4142, Borgfelderstr. 12, ✉ 25, Inh: Carl Larson, Berlin: [545, 632, 826, 689]
directory-entry: Laslus, H., Tischler, Lindenallee 36, H. 3: [860, 419, 1096, 434]
directory-entry: — Heinr., Gastwirt, Hellkamp 50, Wohn: Prätoriusweg 15, ✉ 31: [860, 1640, 1093, 1669]
directory-column-3: [861, 192, 1166, 2072]
directory-entry: — Joh., Holzer, Peterstr. 43, ✉ 3: [545, 1243, 730, 1258]
bleed-through-label: Bleed Through: [66, 733, 134, 1157]
directory-entry: Lasarzik, F., Geschäftsf., Dimpfelsweg 28: [545, 1285, 784, 1300]
directory-entry: Larcher, S., Musiker, Abendrothsweg 46: [230, 589, 463, 604]
directory-entry: Lassak, J., Maurer, Schumannstr. 50, ✉ 21: [1175, 447, 1420, 462]
directory-entry: Larz, A., Apotheke, ⇨ M 3761, Gertigstrasse 27, ✉ 39, Wohn. Hallerstr. 2: [545, 1214, 837, 1243]
directory-entry: ⊙ Martin Laski, ℍ, Wildhäuteimport, BCto: Dresdner B. u. Postscheck-58, Bst Pl. 7 B, Sitz g, T-Adr. Laskimar, ⇨ Ro 142, Catharinenstr. 29/30, ✉ 8, Inh: Paul u. Felix Laski u. R. Loewen: [860, 944, 1147, 1016]
directory-entry: ⊙ Paul Laskar, ℍ, Mitgl. e. E. K., Agent für Getreide, ⇨ Vu 2931, Ferdinandstrasse 14, ✉ 1, Inh: Paul Laskar u. W. A. Froelich: [860, 561, 1158, 604]
directory-entry: Lapscheck, Alfr., Buchhltr., Gothenstr. 49: [230, 419, 468, 434]
directory-entry: — Wwe, M., Schneiderin, Tarpenbeckstrasse 69, ✉ 20: [230, 1541, 524, 1570]
directory-entry: — A., Arbtr., Bartholomäusstr. 57, H. C: [1175, 760, 1401, 775]
directory-columns: [230, 192, 1480, 2072]
